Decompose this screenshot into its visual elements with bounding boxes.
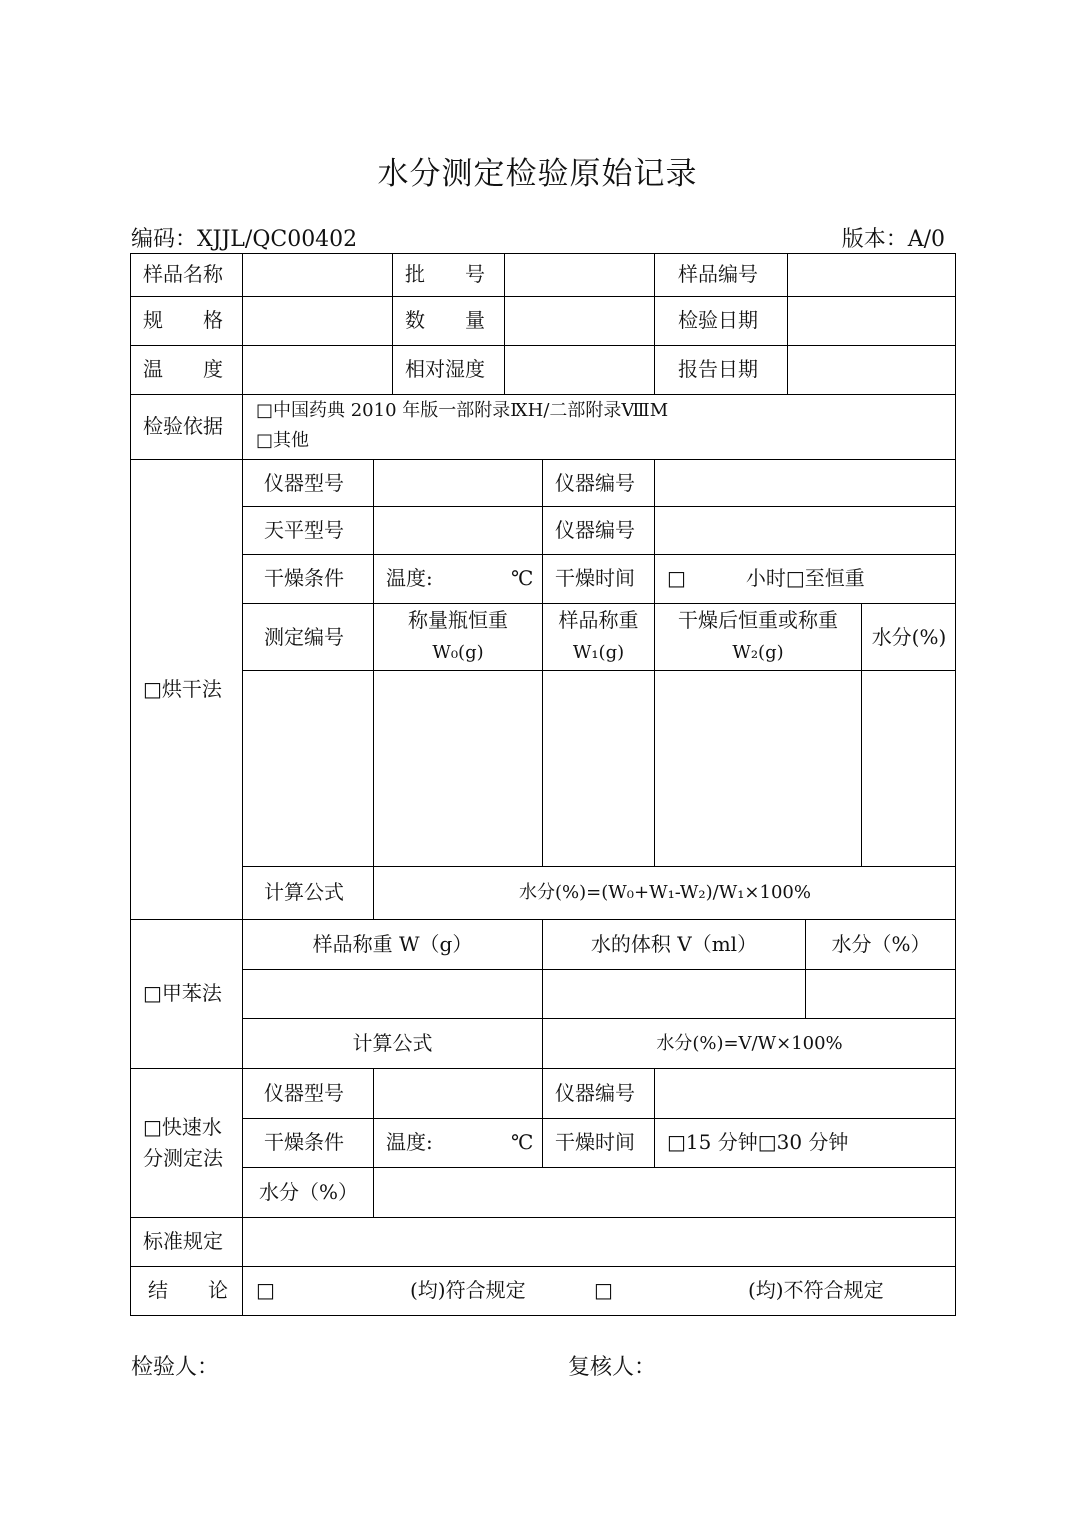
oven-formula-label: 计算公式 — [264, 880, 344, 904]
rapid-instrument-model-label: 仪器型号 — [264, 1081, 344, 1105]
rapid-temp-label: 温度: — [386, 1130, 433, 1154]
standard-label: 标准规定 — [143, 1229, 223, 1253]
basis-option-other[interactable]: □其他 — [256, 430, 310, 451]
oven-dry-time-label: 干燥时间 — [555, 566, 635, 590]
col-w2-title: 干燥后恒重或称重 — [678, 608, 838, 632]
conclusion-fail-checkbox[interactable]: □ — [594, 1278, 613, 1302]
col-w1-title: 样品称重 — [558, 608, 639, 632]
conclusion-fail-text: (均)不符合规定 — [748, 1278, 884, 1302]
rapid-temp-unit: ℃ — [511, 1130, 534, 1154]
label-basis: 检验依据 — [143, 414, 223, 438]
conclusion-label: 结 论 — [148, 1278, 228, 1302]
balance-instrument-no-label: 仪器编号 — [555, 518, 635, 542]
oven-dry-time-options[interactable]: □ 小时□至恒重 — [667, 566, 865, 590]
label-batch-no: 批 号 — [405, 262, 485, 286]
oven-temp-label: 温度: — [386, 566, 433, 590]
rapid-method-checkbox[interactable]: □快速水 — [143, 1115, 222, 1139]
col-w1-unit: W₁(g) — [572, 642, 625, 663]
rapid-dry-condition-label: 干燥条件 — [264, 1130, 344, 1154]
balance-model-label: 天平型号 — [264, 518, 344, 542]
col-w0-unit: W₀(g) — [432, 642, 484, 663]
document-version: 版本：A/0 — [841, 227, 945, 252]
toluene-formula-label: 计算公式 — [352, 1031, 433, 1055]
rapid-dry-time-options[interactable]: □15 分钟□30 分钟 — [667, 1130, 849, 1154]
rapid-instrument-no-label: 仪器编号 — [555, 1081, 635, 1105]
col-moisture: 水分(%) — [871, 625, 947, 649]
label-sample-no: 样品编号 — [678, 262, 758, 286]
col-test-no: 测定编号 — [264, 625, 344, 649]
rapid-dry-time-label: 干燥时间 — [555, 1130, 635, 1154]
toluene-col-volume: 水的体积 V（ml） — [590, 932, 758, 956]
col-w2-unit: W₂(g) — [732, 642, 784, 663]
label-report-date: 报告日期 — [678, 357, 758, 381]
oven-instrument-no-label: 仪器编号 — [555, 471, 635, 495]
label-test-date: 检验日期 — [678, 308, 758, 332]
toluene-col-weight: 样品称重 W（g） — [312, 932, 473, 956]
rapid-moisture-label: 水分（%） — [259, 1180, 359, 1204]
toluene-method-checkbox[interactable]: □甲苯法 — [143, 981, 222, 1005]
reviewer-signature-label: 复核人： — [568, 1355, 657, 1380]
toluene-formula: 水分(%)=V/W×100% — [656, 1033, 843, 1054]
oven-formula: 水分(%)=(W₀+W₁-W₂)/W₁×100% — [519, 882, 811, 903]
oven-instrument-model-label: 仪器型号 — [264, 471, 344, 495]
toluene-col-moisture: 水分（%） — [831, 932, 931, 956]
rapid-method-label-line2: 分测定法 — [143, 1146, 223, 1170]
page-title: 水分测定检验原始记录 — [377, 156, 698, 192]
label-spec: 规 格 — [143, 308, 223, 332]
conclusion-pass-text: (均)符合规定 — [410, 1278, 526, 1302]
label-quantity: 数 量 — [405, 308, 485, 332]
oven-method-checkbox[interactable]: □烘干法 — [143, 677, 222, 701]
document-code: 编码：XJJL/QC00402 — [131, 227, 358, 252]
basis-option-pharmacopoeia[interactable]: □中国药典 2010 年版一部附录ⅨH/二部附录ⅧM — [256, 400, 669, 421]
oven-dry-condition-label: 干燥条件 — [264, 566, 344, 590]
oven-temp-unit: ℃ — [511, 566, 534, 590]
label-temperature: 温 度 — [143, 357, 223, 381]
label-humidity: 相对湿度 — [405, 357, 485, 381]
col-w0-title: 称量瓶恒重 — [408, 608, 508, 632]
inspector-signature-label: 检验人： — [131, 1355, 220, 1380]
label-sample-name: 样品名称 — [143, 262, 223, 286]
conclusion-pass-checkbox[interactable]: □ — [256, 1278, 275, 1302]
